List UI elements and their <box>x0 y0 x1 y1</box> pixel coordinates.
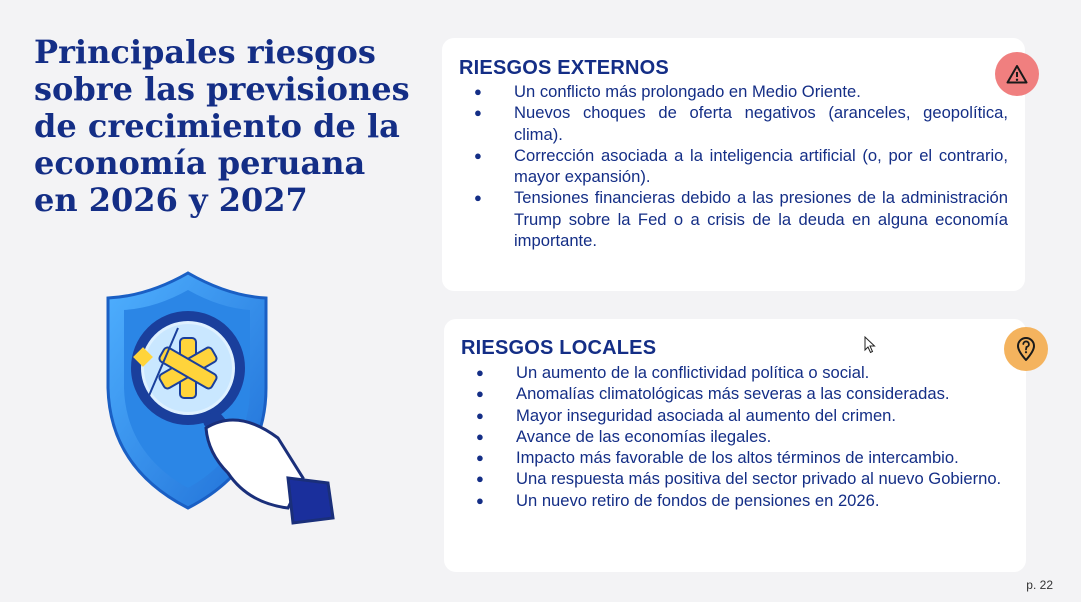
list-item: ● Un conflicto más prolongado en Medio Oriente. <box>474 81 1008 102</box>
location-pin-icon <box>1015 336 1037 362</box>
list-item: ● Tensiones financieras debido a las presiones de la administración Trump sobre la Fed o a crisis de la deuda en alguna economía importante. <box>474 187 1008 251</box>
list-item: ● Impacto más favorable de los altos términos de intercambio. <box>476 447 1010 468</box>
list-item: ● Nuevos choques de oferta negativos (aranceles, geopolítica, clima). <box>474 102 1008 145</box>
local-risks-list <box>476 362 1010 511</box>
local-risks-heading: RIESGOS LOCALES <box>461 337 657 359</box>
list-item: ● Mayor inseguridad asociada al aumento del crimen. <box>476 405 1010 426</box>
list-item: ● Anomalías climatológicas más severas a las consideradas. <box>476 383 1010 404</box>
list-item: ● Un aumento de la conflictividad política o social. <box>476 362 1010 383</box>
location-badge <box>1004 327 1048 371</box>
warning-triangle-icon <box>1006 64 1028 84</box>
list-item: ● Una respuesta más positiva del sector privado al nuevo Gobierno. <box>476 468 1010 489</box>
mouse-cursor-icon <box>864 336 876 354</box>
local-risks-card <box>444 319 1026 572</box>
external-risks-list <box>474 81 1008 251</box>
external-risks-heading: RIESGOS EXTERNOS <box>459 57 669 79</box>
external-risks-card <box>442 38 1025 291</box>
list-item: ● Avance de las economías ilegales. <box>476 426 1010 447</box>
list-item: ● Un nuevo retiro de fondos de pensiones en 2026. <box>476 490 1010 511</box>
shield-magnifier-illustration <box>88 268 338 538</box>
list-item: ● Corrección asociada a la inteligencia artificial (o, por el contrario, mayor expansión). <box>474 145 1008 188</box>
page-title: Principales riesgos sobre las previsiones de crecimiento de la economía peruana en 2026 y 2027 <box>34 33 410 219</box>
page-number: p. 22 <box>1026 578 1053 592</box>
